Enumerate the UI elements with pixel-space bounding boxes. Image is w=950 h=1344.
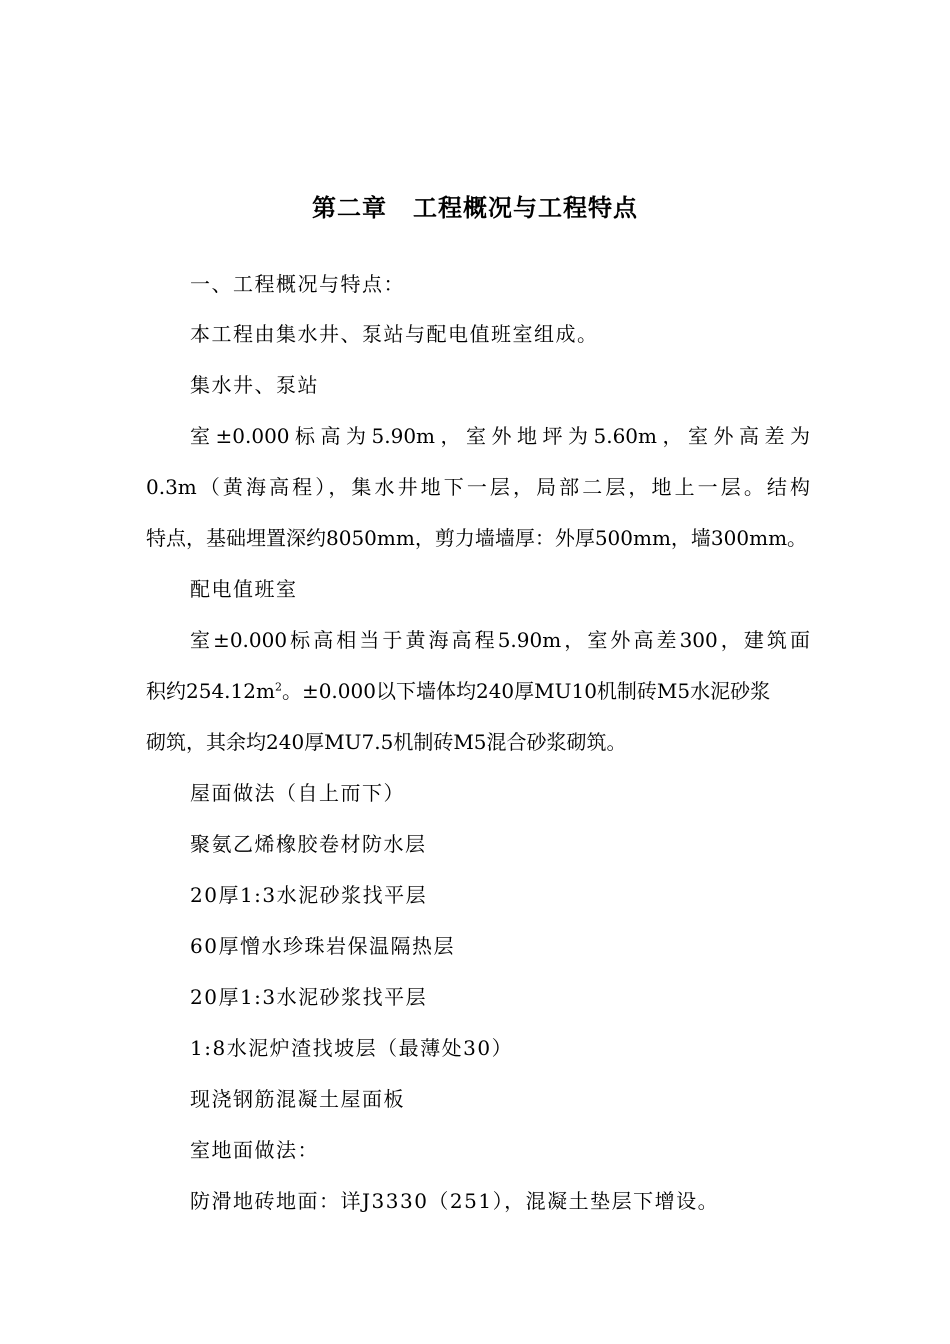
superscript: 2	[274, 680, 282, 694]
list-item: 1:8水泥炉渣找坡层（最薄处30）	[190, 1036, 514, 1060]
list-item: 现浇钢筋混凝土屋面板	[190, 1087, 405, 1111]
subheading: 集水井、泵站	[190, 373, 319, 397]
paragraph-line: 本工程由集水井、泵站与配电值班室组成。	[190, 322, 599, 346]
area-value: 积约254.12m	[146, 679, 275, 703]
paragraph-line: 室±0.000标高相当于黄海高程5.90m，室外高差300，建筑面	[190, 628, 810, 652]
chapter-title	[0, 190, 950, 226]
list-item: 20厚1:3水泥砂浆找平层	[190, 883, 428, 907]
list-item: 60厚憎水珍珠岩保温隔热层	[190, 934, 455, 958]
list-item: 20厚1:3水泥砂浆找平层	[190, 985, 428, 1009]
paragraph-line: 砌筑，其余均240厚MU7.5机制砖M5混合砂浆砌筑。	[146, 730, 627, 754]
section-heading: 一、工程概况与特点：	[190, 272, 405, 296]
paragraph-line: 室±0.000标高为5.90m，室外地坪为5.60m，室外高差为	[190, 424, 810, 448]
chapter-name: 工程概况与工程特点	[413, 194, 638, 222]
paragraph-line: 特点，基础埋置深约8050mm，剪力墙墙厚：外厚500mm，墙300mm。	[146, 526, 808, 550]
subheading: 配电值班室	[190, 577, 298, 601]
paragraph-text: 。±0.000以下墙体均240厚MU10机制砖M5水泥砂浆	[281, 679, 771, 703]
paragraph-line	[146, 676, 810, 706]
subheading: 室地面做法：	[190, 1138, 319, 1162]
list-item: 聚氨乙烯橡胶卷材防水层	[190, 832, 427, 856]
paragraph-line: 0.3m（黄海高程），集水井地下一层，局部二层，地上一层。结构	[146, 475, 810, 499]
subheading: 屋面做法（自上而下）	[190, 781, 405, 805]
chapter-number: 第二章	[312, 194, 387, 222]
paragraph-line: 防滑地砖地面：详J3330（251），混凝土垫层下增设。	[190, 1189, 720, 1213]
